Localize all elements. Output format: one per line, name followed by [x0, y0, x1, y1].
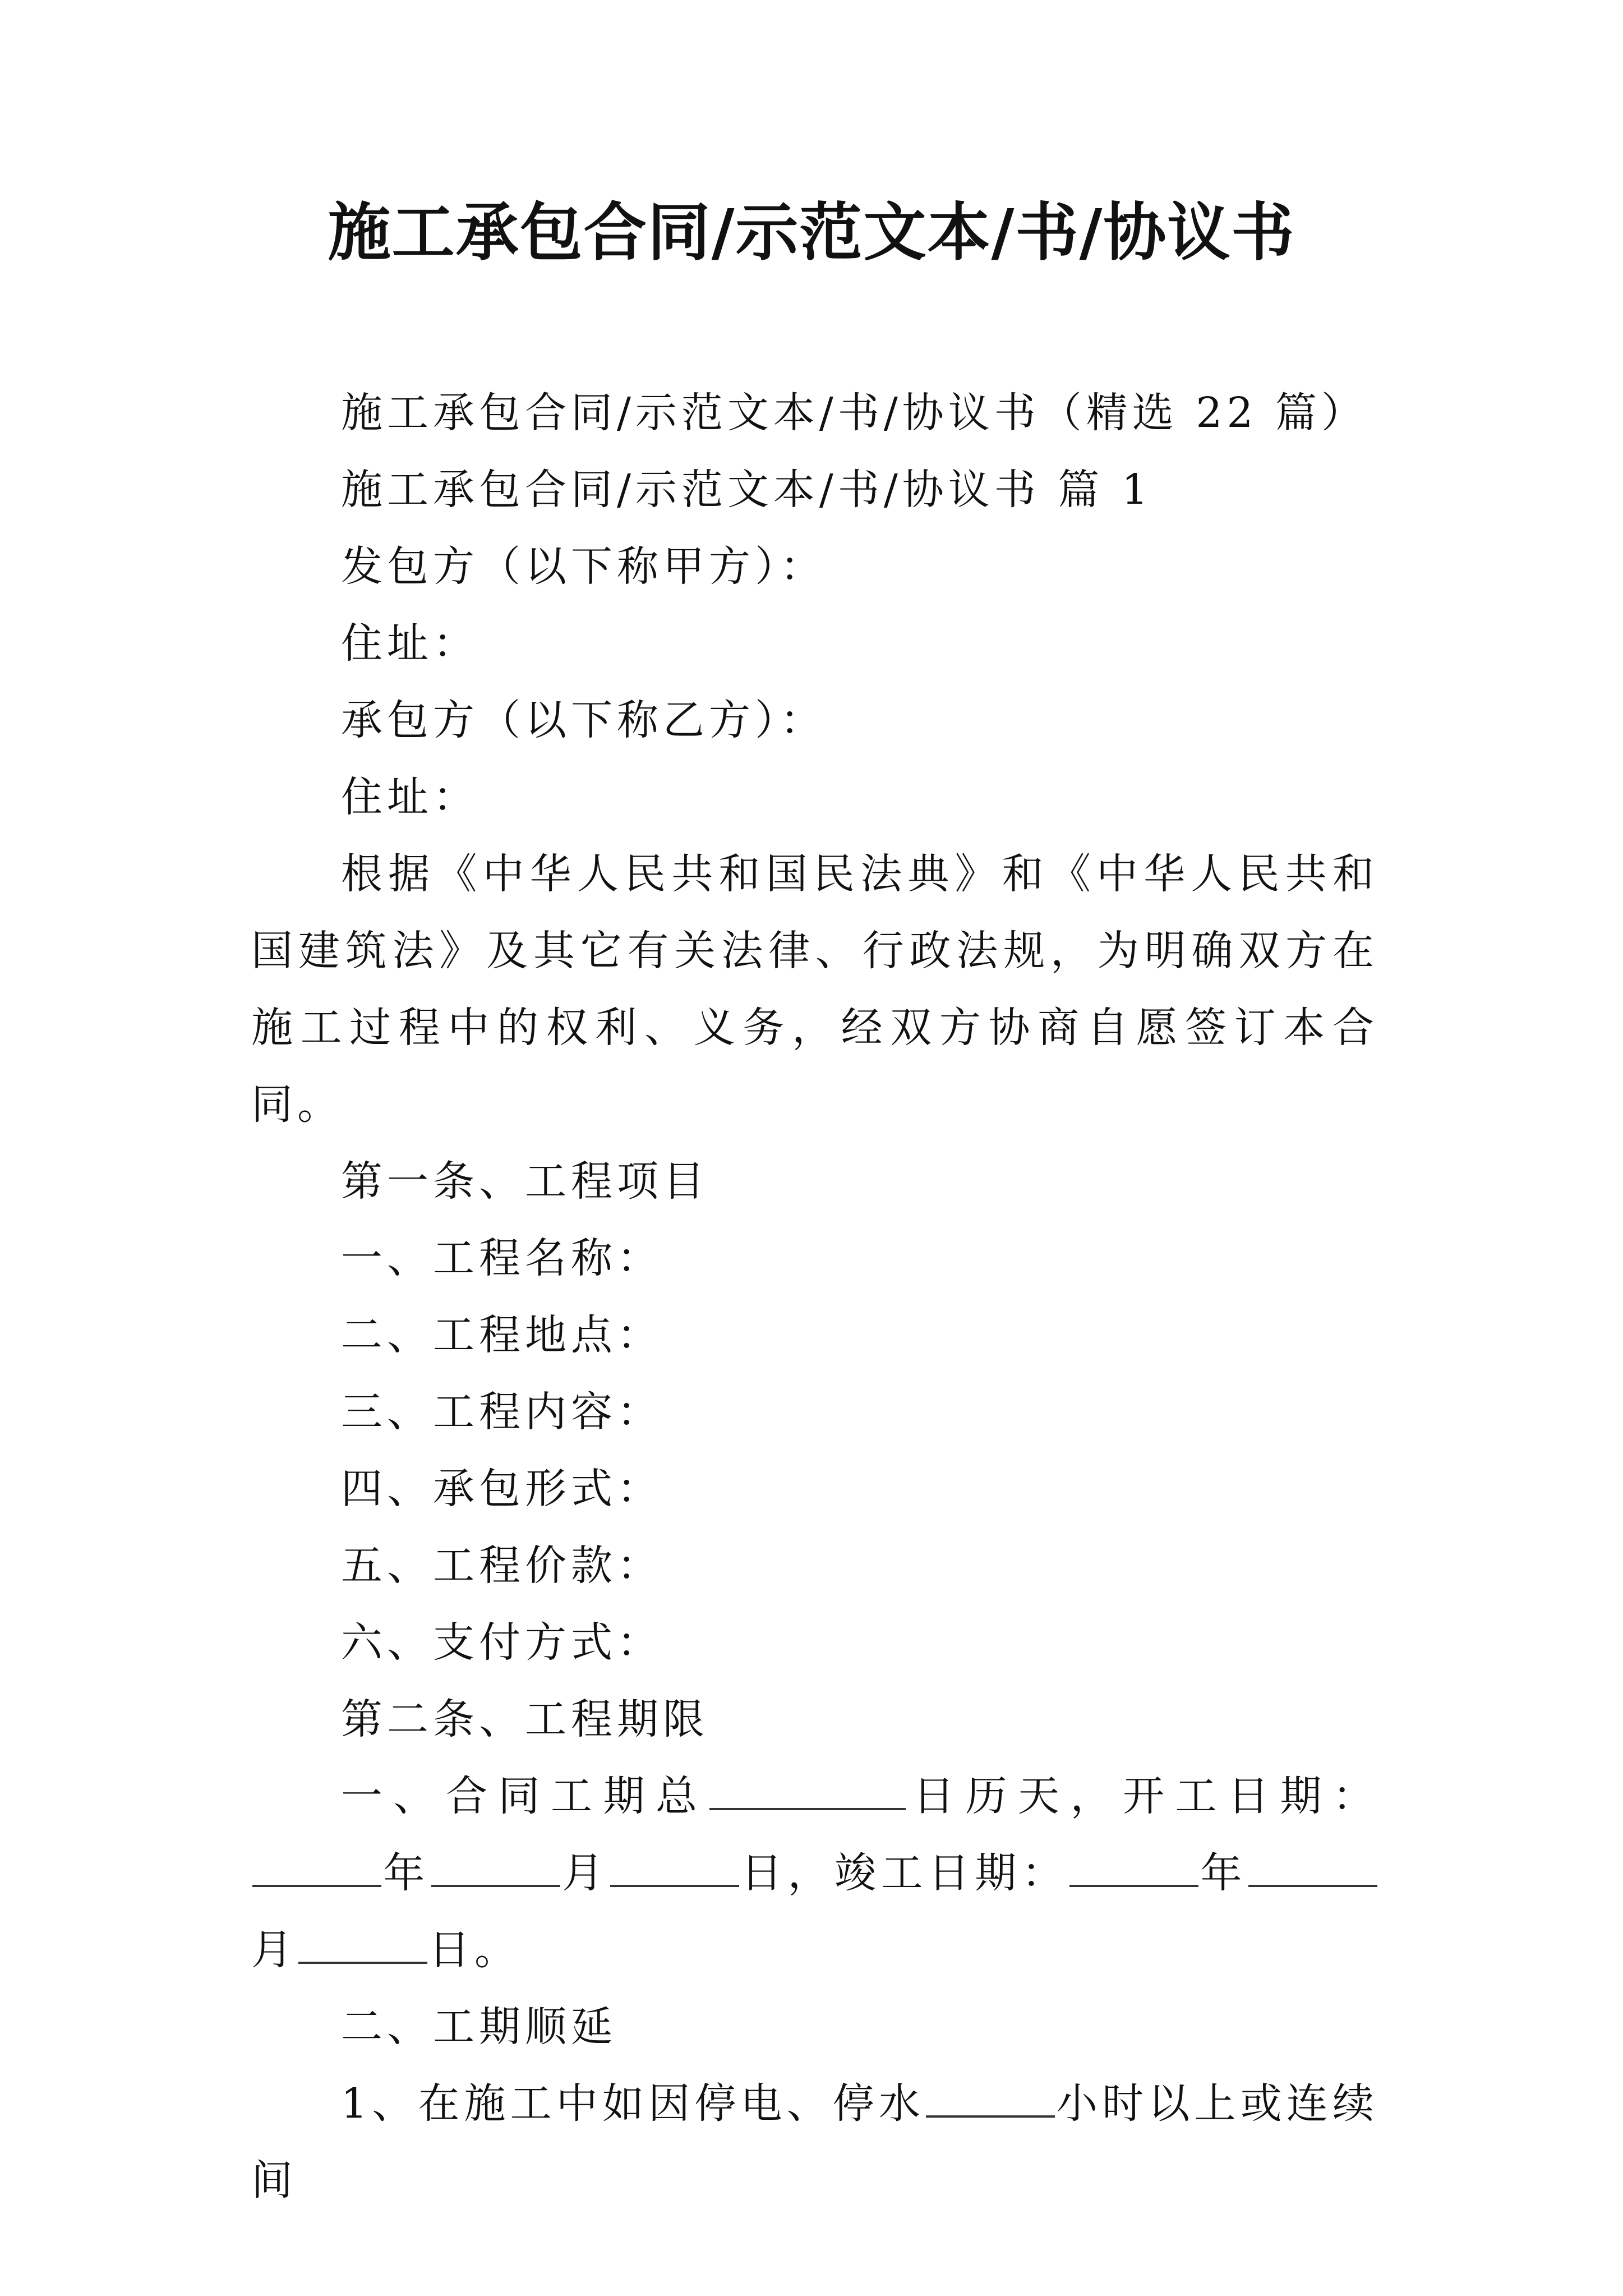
article1-item-location: 二、工程地点： [341, 1311, 663, 1359]
extension-text-2: 小时以上或连续间 [251, 2079, 1378, 2205]
preamble-paragraph: 根据《中华人民共和国民法典》和《中华人民共和国建筑法》及其它有关法律、行政法规，为明确双方在施工过程中的权利、义务，经双方协商自愿签订本合同。 [251, 850, 1378, 1129]
duration-text-1: 一、合同工期总 [341, 1772, 708, 1820]
duration-text-7: 月 [251, 1926, 297, 1974]
blank-end-year [1069, 1846, 1198, 1887]
document-title: 施工承包合同/示范文本/书/协议书 [328, 196, 1295, 269]
section-heading: 施工承包合同/示范文本/书/协议书 篇 1 [341, 466, 1152, 514]
duration-text-5: 日，竣工日期： [740, 1849, 1069, 1897]
article1-item-price: 五、工程价款： [341, 1542, 663, 1590]
article1-item-payment: 六、支付方式： [341, 1618, 663, 1667]
blank-end-day [298, 1922, 427, 1964]
duration-text-4: 月 [561, 1849, 609, 1897]
subtitle: 施工承包合同/示范文本/书/协议书（精选 22 篇） [341, 389, 1367, 437]
duration-text-8: 日。 [428, 1926, 520, 1974]
document-body [251, 375, 1378, 2219]
party-a-address-label: 住址： [341, 619, 479, 668]
blank-end-month [1248, 1846, 1377, 1887]
article2-heading: 第二条、工程期限 [341, 1695, 709, 1743]
duration-text-3: 年 [382, 1849, 430, 1897]
blank-start-month [431, 1846, 560, 1887]
extension-text-1: 1、在施工中如因停电、停水 [341, 2079, 925, 2128]
article1-item-form: 四、承包形式： [341, 1465, 663, 1513]
duration-text-2: 日历天，开工日期： [906, 1772, 1378, 1820]
extension-item-1 [251, 2065, 1378, 2219]
article1-heading: 第一条、工程项目 [341, 1157, 709, 1205]
party-a-label: 发包方（以下称甲方）： [341, 542, 826, 591]
blank-outage-hours [926, 2076, 1055, 2118]
article1-item-name: 一、工程名称： [341, 1234, 663, 1282]
party-b-address-label: 住址： [341, 773, 479, 821]
duration-text-6: 年 [1200, 1849, 1248, 1897]
blank-start-year [252, 1846, 381, 1887]
article1-item-content: 三、工程内容： [341, 1388, 663, 1436]
party-b-label: 承包方（以下称乙方）： [341, 696, 826, 744]
extension-heading: 二、工期顺延 [341, 2003, 617, 2051]
blank-start-day [610, 1846, 739, 1887]
blank-total-days [709, 1769, 906, 1810]
article2-duration-paragraph [251, 1758, 1378, 1989]
